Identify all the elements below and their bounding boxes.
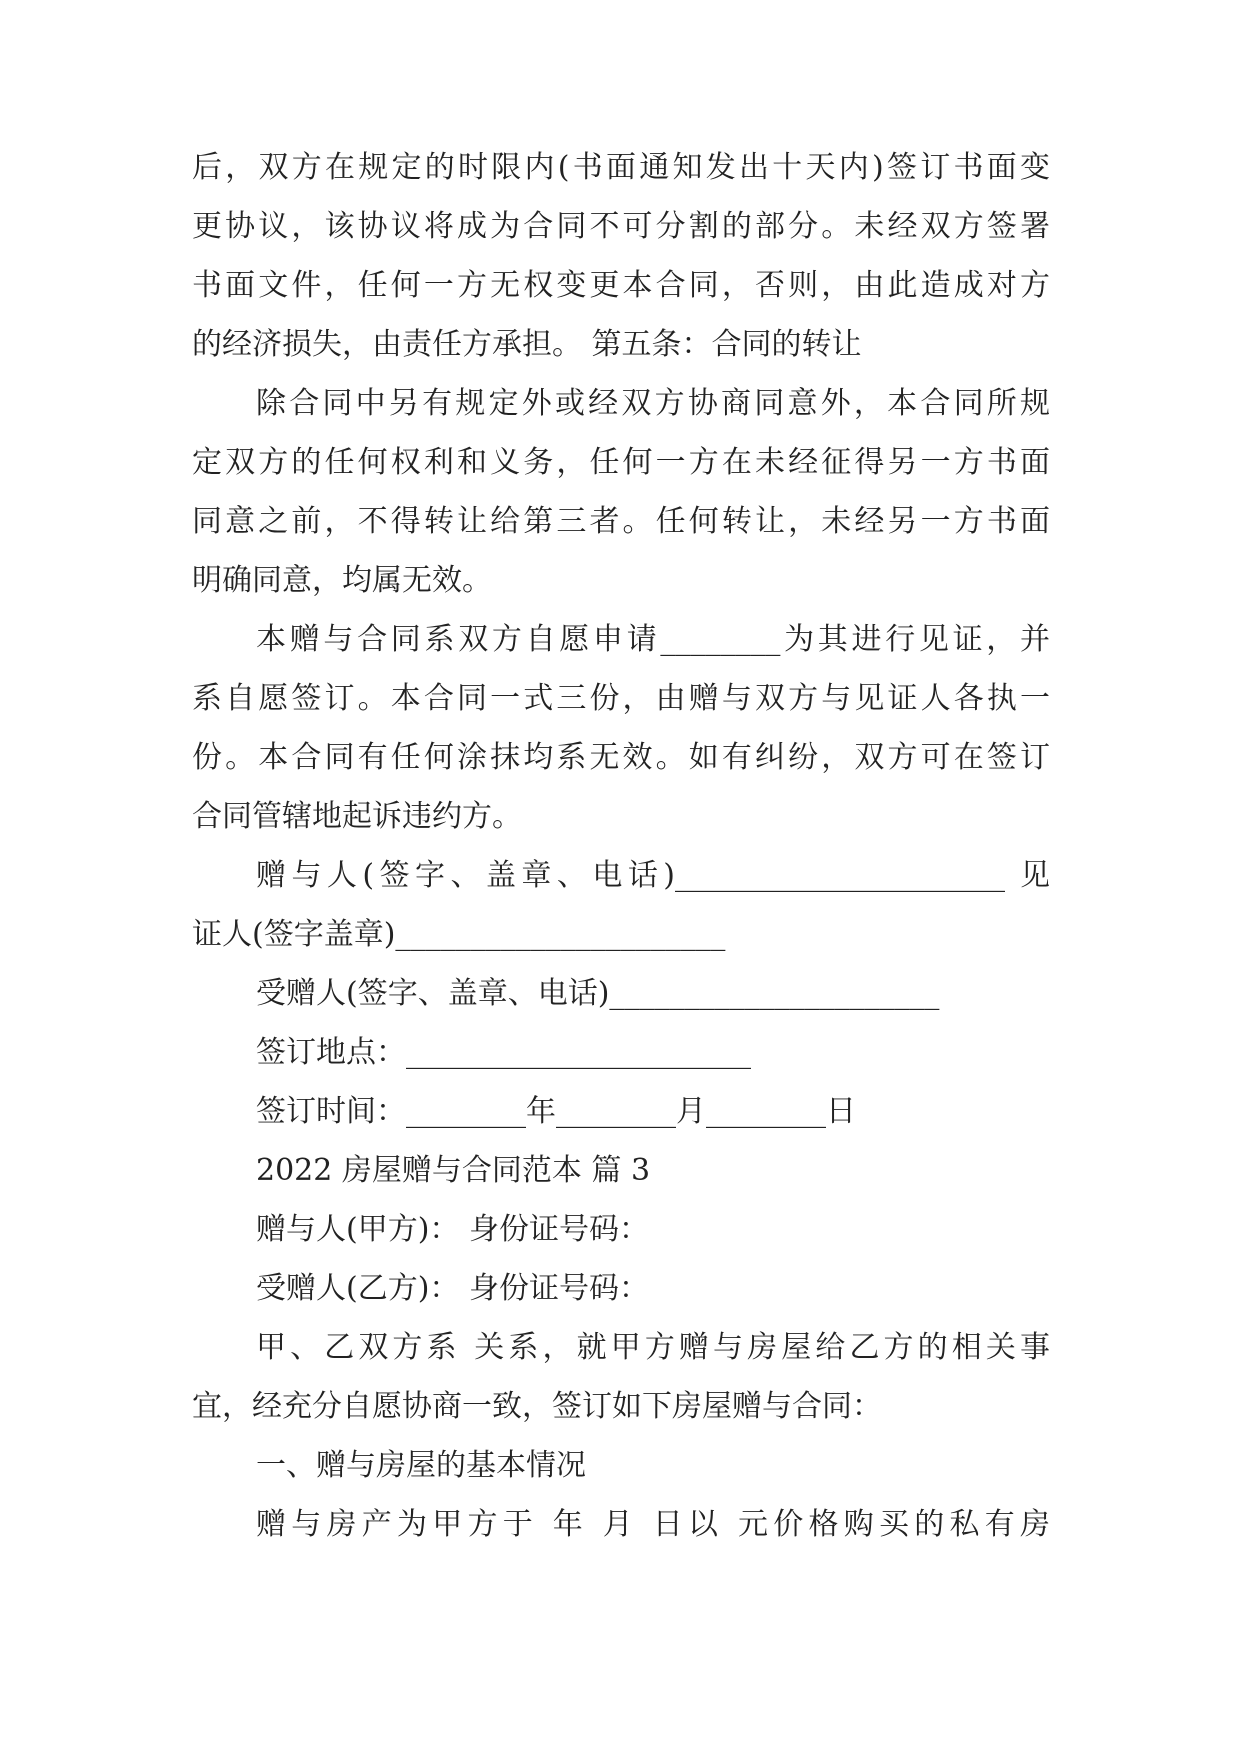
text-line: 同意之前，不得转让给第三者。任何转让，未经另一方书面 [192, 504, 1050, 539]
text-line: 合同管辖地起诉违约方。 [192, 799, 522, 834]
text-line: 书面文件，任何一方无权变更本合同，否则，由此造成对方 [192, 268, 1050, 303]
text-line: 系自愿签订。本合同一式三份，由赠与双方与见证人各执一 [192, 681, 1050, 716]
text-line: 更协议，该协议将成为合同不可分割的部分。未经双方签署 [192, 209, 1050, 244]
text-line: 明确同意，均属无效。 [192, 563, 492, 598]
text-line: 证人(签字盖章)______________________ [192, 917, 726, 952]
text-line: 受赠人(乙方)： 身份证号码： [256, 1271, 649, 1306]
text-line: 份。本合同有任何涂抹均系无效。如有纠纷，双方可在签订 [192, 740, 1050, 775]
text-line: 宜，经充分自愿协商一致，签订如下房屋赠与合同： [192, 1389, 882, 1424]
text-line: 甲、乙双方系 关系，就甲方赠与房屋给乙方的相关事 [256, 1330, 1050, 1365]
text-line: 定双方的任何权利和义务，任何一方在未经征得另一方书面 [192, 445, 1050, 480]
text-line: 本赠与合同系双方自愿申请________为其进行见证，并 [256, 622, 1050, 657]
text-line: 签订地点：_______________________ [256, 1035, 751, 1070]
text-line: 2022 房屋赠与合同范本 篇 3 [256, 1153, 651, 1188]
text-line: 赠与人(签字、盖章、电话)______________________ 见 [256, 858, 1050, 893]
text-line: 除合同中另有规定外或经双方协商同意外，本合同所规 [256, 386, 1050, 421]
text-line: 的经济损失，由责任方承担。 第五条：合同的转让 [192, 327, 862, 362]
text-line: 签订时间：________年________月________日 [256, 1094, 856, 1129]
text-line: 赠与人(甲方)： 身份证号码： [256, 1212, 649, 1247]
text-line: 赠与房产为甲方于 年 月 日以 元价格购买的私有房 [256, 1507, 1050, 1542]
text-line: 后，双方在规定的时限内(书面通知发出十天内)签订书面变 [192, 150, 1050, 185]
text-line: 受赠人(签字、盖章、电话)______________________ [256, 976, 940, 1011]
document-page [192, 138, 1050, 1554]
text-line: 一、赠与房屋的基本情况 [256, 1448, 586, 1483]
